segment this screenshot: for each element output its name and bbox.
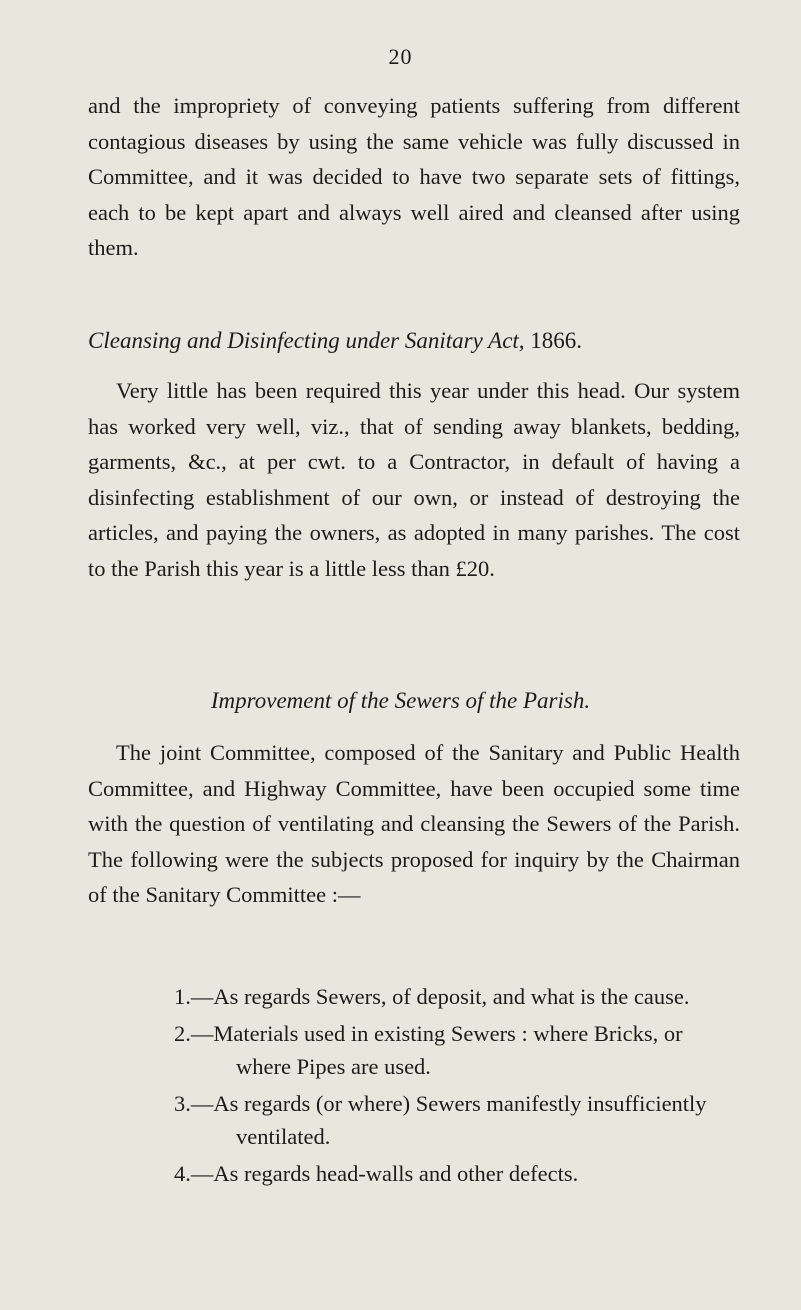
- inquiry-list: [174, 980, 740, 1194]
- continuation-paragraph: and the impropriety of conveying patients suffering from different contagious diseases by using the same vehicle was fully discussed in Committee, and it was decided to have two separate sets of fittings, each to be kept apart and always well aired and cleansed after using them.: [88, 93, 740, 260]
- cleansing-paragraph: Very little has been required this year under this head. Our system has worked very well, viz., that of sending away blankets, bedding, garments, &c., at per cwt. to a Contractor, in default of having a disinfecting establishment of our own, or instead of destroying the articles, and paying the owners, as adopted in many parishes. The cost to the Parish this year is a little less than £20.: [88, 378, 740, 581]
- list-item: 2.—Materials used in existing Sewers : where Bricks, or where Pipes are used.: [174, 1021, 683, 1079]
- page-number: 20: [388, 44, 413, 69]
- list-item: 3.—As regards (or where) Sewers manifestly insufficiently ventilated.: [174, 1091, 707, 1149]
- list-item: 1.—As regards Sewers, of deposit, and what is the cause.: [174, 984, 690, 1009]
- section-heading-cleansing-year: 1866.: [530, 328, 583, 353]
- sewers-paragraph: The joint Committee, composed of the Sanitary and Public Health Committee, and Highway Committee, have been occupied some time with the question of ventilating and cleansing the Sewers of the Parish. The following were the subjects proposed for inquiry by the Chairman of the Sanitary Committee :—: [88, 740, 740, 907]
- section-heading-cleansing: [88, 328, 753, 354]
- list-item: 4.—As regards head-walls and other defects.: [174, 1161, 579, 1186]
- section-heading-sewers: Improvement of the Sewers of the Parish.: [210, 688, 591, 713]
- section-heading-cleansing-text: Cleansing and Disinfecting under Sanitary Act,: [88, 328, 525, 353]
